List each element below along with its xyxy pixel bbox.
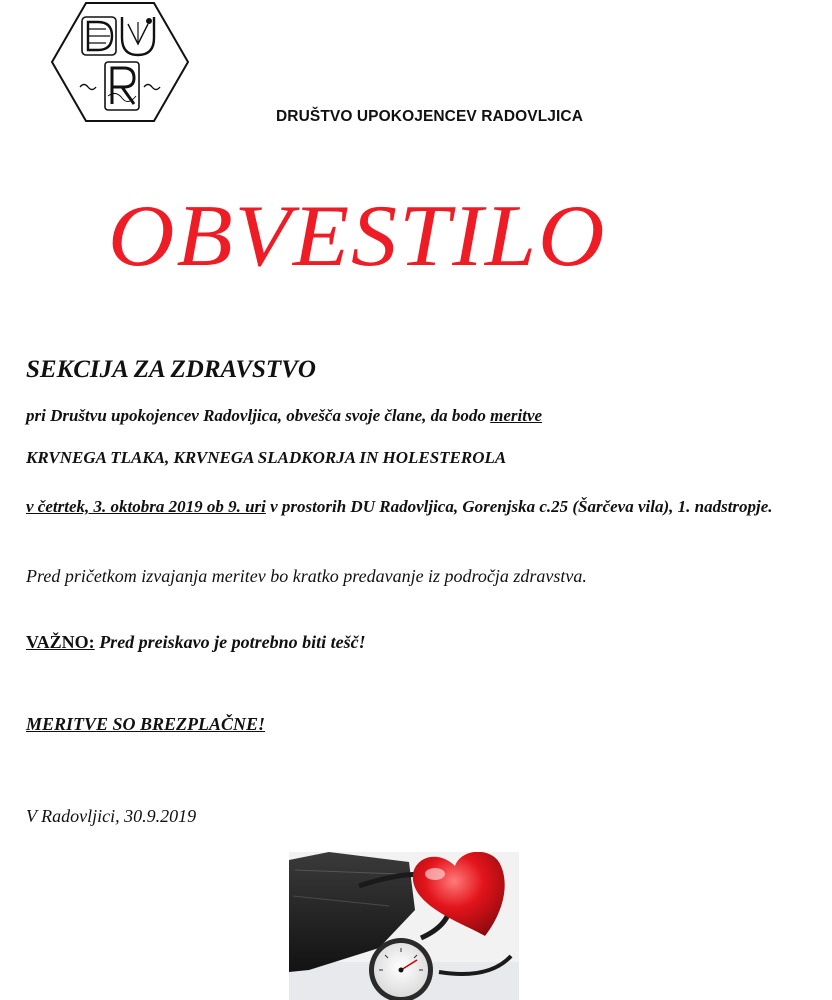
event-place: v prostorih DU Radovljica, Gorenjska c.25 (Šarčeva vila), 1. nadstropje. <box>265 497 773 516</box>
blood-pressure-monitor-with-heart-image <box>289 852 519 1000</box>
du-radovljica-hexagon-logo-icon <box>50 0 190 126</box>
important-label: VAŽNO: <box>26 632 95 652</box>
organization-name: DRUŠTVO UPOKOJENCEV RADOVLJICA <box>276 108 584 125</box>
important-note <box>26 632 366 653</box>
organization-logo <box>50 0 190 126</box>
section-title: SEKCIJA ZA ZDRAVSTVO <box>26 356 316 383</box>
important-text: Pred preiskavo je potrebno biti tešč! <box>94 632 366 652</box>
intro-underlined-word: meritve <box>490 406 543 425</box>
free-notice: MERITVE SO BREZPLAČNE! <box>26 714 266 734</box>
date-location-paragraph <box>26 495 816 519</box>
event-date: v četrtek, 3. oktobra 2019 ob 9. uri <box>26 497 266 516</box>
page-title: OBVESTILO <box>108 187 607 285</box>
lecture-note: Pred pričetkom izvajanja meritev bo kratko predavanje iz področja zdravstva. <box>26 566 587 586</box>
intro-text: pri Društvu upokojencev Radovljica, obvešča svoje člane, da bodo <box>26 406 491 425</box>
place-and-date: V Radovljici, 30.9.2019 <box>26 806 197 826</box>
measurements-list: KRVNEGA TLAKA, KRVNEGA SLADKORJA IN HOLESTEROLA <box>26 448 507 467</box>
intro-paragraph <box>26 406 542 426</box>
